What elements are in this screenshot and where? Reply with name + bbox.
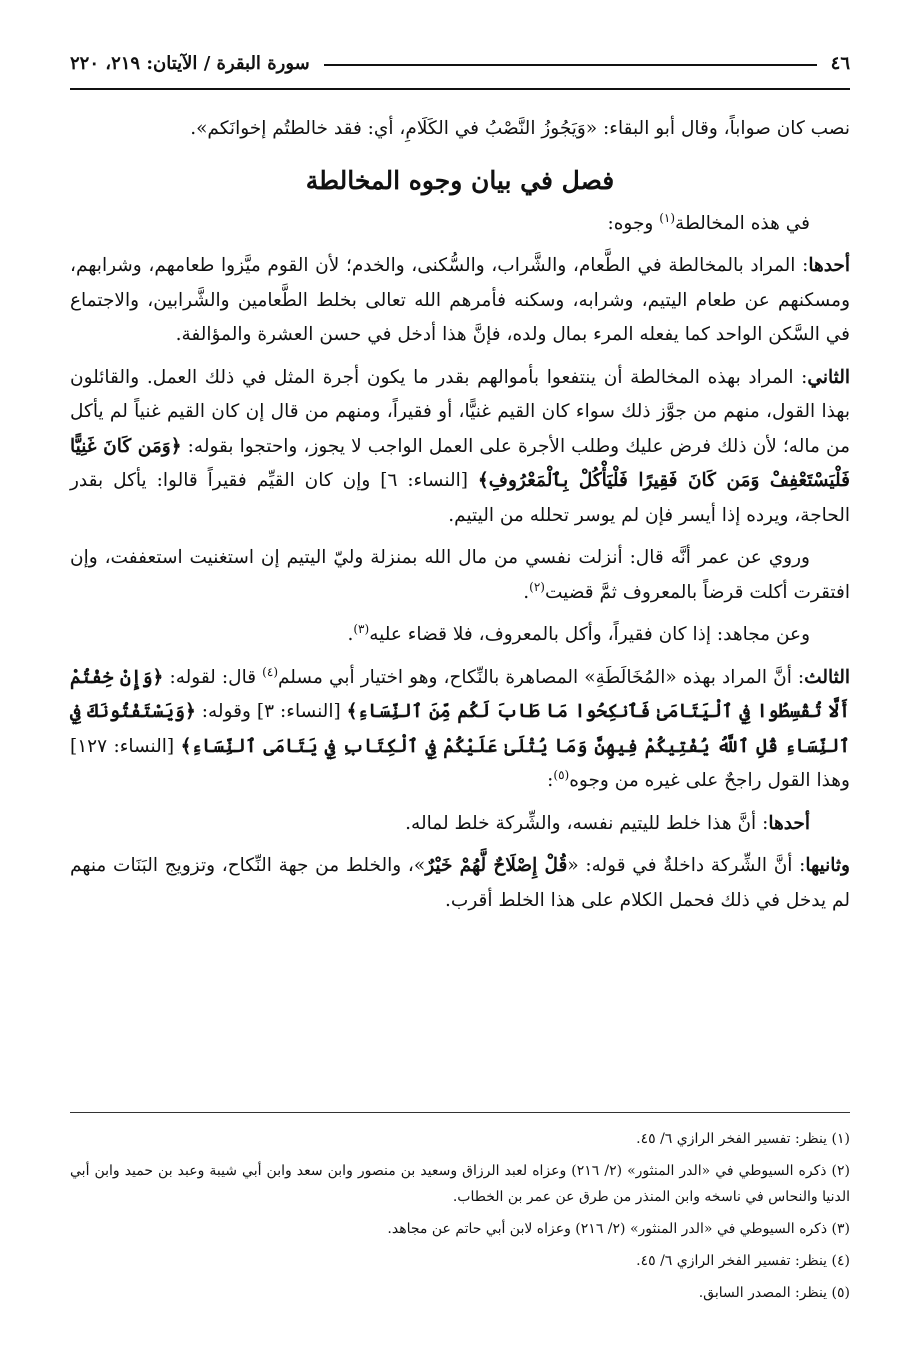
paragraph-0: نصب كان صواباً، وقال أبو البقاء: «وَيَجُوزُ النَّصْبُ في الكَلَامِ، أي: فقد خالطتُم إخوانَكم». bbox=[190, 118, 850, 139]
quran-verse-2: ﴿وَإِنْ خِفْتُمْ أَلَّا تُقْسِطُوا فِي ٱلْيَتَامَىٰ فَٱنكِحُوا مَا طَابَ لَكُم مِّنَ ٱلنِّسَاءِ﴾ bbox=[70, 666, 850, 722]
paragraph-third-text: : أنَّ المراد بهذه «المُخَالَطَةِ» المصاهرة بالنِّكاح، وهو اختيار أبي مسلم bbox=[278, 666, 805, 688]
quran-verse-1: ﴿وَمَن كَانَ غَنِيًّا فَلْيَسْتَعْفِفْ وَمَن كَانَ فَقِيرًا فَلْيَأْكُلْ بِٱلْمَعْرُوفِ﴾ bbox=[70, 435, 850, 491]
paragraph-reason-two bbox=[70, 849, 850, 918]
paragraph-third bbox=[70, 661, 850, 799]
footnotes bbox=[70, 1126, 850, 1312]
paragraph-intro bbox=[70, 207, 850, 242]
paragraph-third-text-c: [النساء: ٣] وقوله: bbox=[195, 701, 347, 722]
paragraph-second-text: : المراد بهذه المخالطة أن ينتفعوا بأموالهم بقدر ما يكون أجرة المثل في ذلك العمل. والقائلون بهذا القول، منهم من جوَّز ذلك سواء كان القيم غنيًّا، أو فقيراً، ومنهم من قال إن كان القيم غنياً لم يأكل من ماله؛ لأن ذلك فرض عليك وطلب الأجرة على العمل الواجب لا يجوز، واحتجوا بقوله: bbox=[70, 366, 850, 457]
footnote-ref-3: (٣) bbox=[353, 621, 370, 636]
reason-one-text: : أنَّ هذا خلط لليتيم نفسه، والشِّركة خلط لماله. bbox=[405, 812, 769, 834]
paragraph-reason-one bbox=[70, 807, 850, 842]
keyword-second: الثاني bbox=[807, 366, 850, 388]
footnote-ref-1: (١) bbox=[659, 210, 676, 225]
page-number: ٤٦ bbox=[830, 53, 850, 74]
paragraph-umar bbox=[70, 541, 850, 610]
footnote-4: (٤) ينظر: تفسير الفخر الرازي ٦/ ٤٥. bbox=[636, 1253, 850, 1269]
paragraph-first bbox=[70, 249, 850, 353]
quran-verse-3: ﴿وَيَسْتَفْتُونَكَ فِي ٱلنِّسَاءِ قُلِ ٱللَّهُ يُفْتِيكُمْ فِيهِنَّ وَمَا يُتْلَىٰ عَلَيْكُمْ فِي ٱلْكِتَابِ فِي يَتَامَى ٱلنِّسَاءِ﴾ bbox=[70, 701, 850, 757]
paragraph-third-text-b: قال: لقوله: bbox=[163, 666, 263, 688]
reason-two-text-end: »، والخلط من جهة النِّكاح، وتزويج البَنَات منهم لم يدخل في ذلك فحمل الكلام على هذا الخلط أقرب. bbox=[70, 855, 850, 911]
running-title: سورة البقرة / الآيتان: ٢١٩، ٢٢٠ bbox=[70, 53, 310, 74]
paragraph-first-text: : المراد بالمخالطة في الطَّعام، والشَّراب، والسُّكنى، والخدم؛ لأن القوم ميَّزوا طعامهم، وشرابهم، ومسكنهم عن طعام اليتيم، وشرابه، وسكنه فأمرهم الله تعالى بخلط الطَّعامين والشَّرابين، والاجتماع في السَّكن الواحد كما يفعله المرء بمال ولده، فإنَّ هذا أدخل في حسن العشرة والمؤالفة. bbox=[70, 255, 850, 345]
reason-two-text: : أنَّ الشِّركة داخلةٌ في قوله: « bbox=[567, 855, 806, 876]
keyword-reason-one: أحدها bbox=[768, 812, 810, 834]
section-title: فصل في بيان وجوه المخالطة bbox=[305, 165, 615, 195]
main-text bbox=[70, 112, 850, 926]
paragraph-third-text-e: : bbox=[547, 770, 554, 791]
footnote-5: (٥) ينظر: المصدر السابق. bbox=[698, 1285, 850, 1301]
umar-text: وروي عن عمر أنَّه قال: أنزلت نفسي من مال الله بمنزلة وليّ اليتيم إن استغنيت استعففت، وإن افتقرت أكلت قرضاً بالمعروف ثمَّ قضيت bbox=[70, 547, 850, 603]
footnote-ref-5: (٥) bbox=[553, 767, 570, 782]
umar-text-end: . bbox=[523, 581, 530, 603]
paragraph-third-text-d: [النساء: ١٢٧] وهذا القول راجحٌ على غيره من وجوه bbox=[70, 735, 850, 791]
intro-text: في هذه المخالطة bbox=[675, 212, 810, 234]
keyword-reason-two: وثانيها bbox=[805, 855, 850, 876]
footnote-separator bbox=[70, 1112, 850, 1113]
keyword-third: الثالث bbox=[804, 666, 850, 688]
mujahid-text: وعن مجاهد: إذا كان فقيراً، وأكل بالمعروف، فلا قضاء عليه bbox=[369, 624, 810, 645]
footnote-ref-2: (٢) bbox=[529, 579, 545, 594]
quran-verse-4: قُلْ إِصْلَاحٌ لَّهُمْ خَيْرٌ bbox=[425, 855, 568, 876]
mujahid-text-end: . bbox=[347, 624, 354, 645]
footnote-2: (٢) ذكره السيوطي في «الدر المنثور» (٢/ ٢١٦) وعزاه لعبد الرزاق وسعيد بن منصور وابن سعد وابن أبي شيبة وعبد بن حميد وابن أبي الدنيا والنحاس في ناسخه وابن المنذر من طرق عن عمر بن الخطاب. bbox=[70, 1163, 851, 1205]
footnote-ref-4: (٤) bbox=[262, 664, 278, 679]
running-header bbox=[70, 44, 850, 74]
paragraph-second bbox=[70, 361, 850, 534]
footnote-1: (١) ينظر: تفسير الفخر الرازي ٦/ ٤٥. bbox=[636, 1131, 850, 1147]
footnote-3: (٣) ذكره السيوطي في «الدر المنثور» (٢/ ٢١٦) وعزاه لابن أبي حاتم عن مجاهد. bbox=[387, 1221, 850, 1237]
paragraph-mujahid bbox=[70, 618, 850, 653]
header-fill-rule bbox=[324, 64, 817, 66]
keyword-first: أحدها bbox=[808, 255, 850, 276]
paragraph-second-text-end: [النساء: ٦] وإن كان القيِّم فقيراً قالوا: يأكل بقدر الحاجة، ويرده إذا أيسر فإن لم يوسر تحلله من اليتيم. bbox=[70, 470, 850, 526]
header-rule bbox=[70, 88, 850, 90]
intro-text-end: وجوه: bbox=[607, 212, 660, 234]
